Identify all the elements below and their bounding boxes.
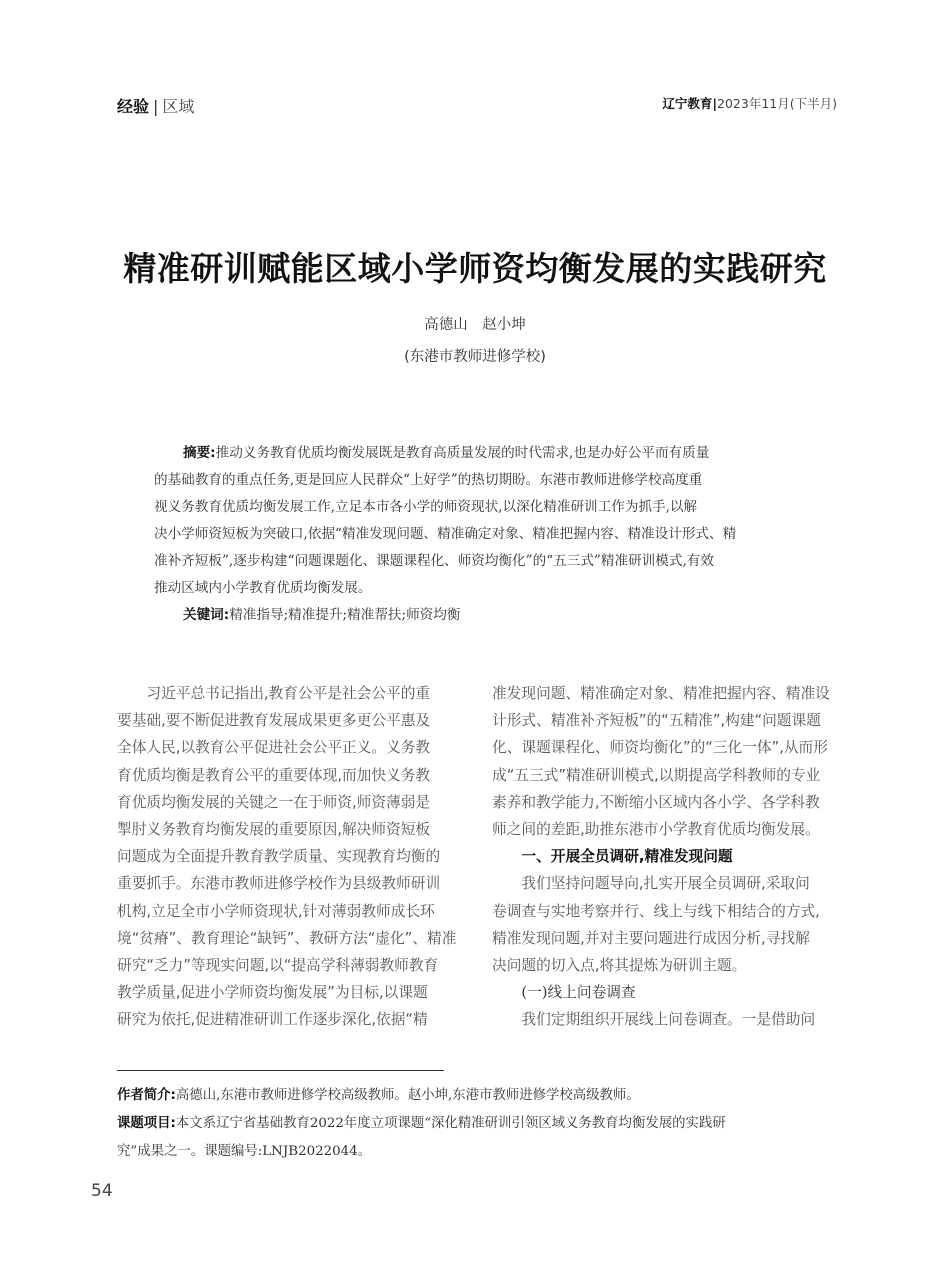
body-line: 精准发现问题,并对主要问题进行成因分析,寻找解 — [492, 929, 810, 947]
abstract-line: 的基础教育的重点任务,更是回应人民群众“上好学”的热切期盼。东港市教师进修学校高度重 — [154, 472, 703, 488]
project-note — [117, 1110, 837, 1138]
body-line: 计形式、精准补齐短板”的“五精准”,构建“问题课题 — [492, 712, 821, 730]
body-line: 准发现问题、精准确定对象、精准把握内容、精准设 — [492, 685, 830, 702]
section-separator: | — [153, 97, 159, 116]
abstract-block — [154, 440, 796, 629]
abstract-line: 准补齐短板”,逐步构建“问题课题化、课题课程化、师资均衡化”的“五三式”精准研训模式,有效 — [154, 553, 714, 569]
section-sub: 区域 — [162, 97, 195, 116]
body-line: 我们定期组织开展线上问卷调查。一是借助问 — [492, 1011, 816, 1029]
body-line: 习近平总书记指出,教育公平是社会公平的重 — [117, 685, 431, 702]
abstract-line: 推动区域内小学教育优质均衡发展。 — [154, 580, 372, 596]
journal-separator: | — [712, 96, 718, 111]
body-line: 研究为依托,促进精准研训工作逐步深化,依据“精 — [117, 1011, 428, 1029]
footnote-divider — [117, 1070, 444, 1071]
journal-name: 辽宁教育 — [662, 96, 713, 111]
body-line: 师之间的差距,助推东港市小学教育优质均衡发展。 — [492, 820, 820, 838]
author-note-text: 高德山,东港市教师进修学校高级教师。赵小坤,东港市教师进修学校高级教师。 — [175, 1088, 640, 1103]
keywords-line — [154, 602, 796, 629]
body-column-left — [117, 680, 460, 1033]
section-label — [117, 94, 194, 117]
body-line: 成“五三式”精准研训模式,以期提高学科教师的专业 — [492, 766, 821, 784]
body-line: 卷调查与实地考察并行、线上与线下相结合的方式, — [492, 902, 820, 920]
project-note-label: 课题项目: — [117, 1116, 176, 1131]
body-line: 素养和教学能力,不断缩小区域内各小学、各学科教 — [492, 793, 820, 811]
journal-info — [662, 94, 837, 112]
journal-issue: 2023年11月(下半月) — [717, 96, 837, 111]
abstract-text: 推动义务教育优质均衡发展既是教育高质量发展的时代需求,也是办好公平而有质量 — [215, 445, 710, 461]
body-line: 机构,立足全市小学师资现状,针对薄弱教师成长环 — [117, 902, 435, 920]
footnotes — [117, 1082, 837, 1166]
section-main: 经验 — [117, 97, 150, 116]
keywords-label: 关键词: — [183, 607, 230, 623]
body-line: 问题成为全面提升教育教学质量、实现教育均衡的 — [117, 848, 441, 866]
article-title: 精准研训赋能区域小学师资均衡发展的实践研究 — [123, 249, 827, 288]
abstract-label: 摘要: — [183, 445, 216, 461]
body-line: 要基础,要不断促进教育发展成果更多更公平惠及 — [117, 712, 431, 730]
body-column-right — [492, 680, 835, 1033]
page-number: 54 — [91, 1181, 113, 1201]
abstract-line: 视义务教育优质均衡发展工作,立足本市各小学的师资现状,以深化精准研训工作为抓手,以解 — [154, 499, 698, 515]
author-note-label: 作者简介: — [117, 1088, 176, 1103]
body-line: 化、课题课程化、师资均衡化”的“三化一体”,从而形 — [492, 739, 828, 757]
body-line: 重要抓手。东港市教师进修学校作为县级教师研训 — [117, 875, 441, 893]
abstract-line: 决小学师资短板为突破口,依据“精准发现问题、精准确定对象、精准把握内容、精准设计形式、精 — [154, 526, 737, 542]
body-line: 育优质均衡是教育公平的重要体现,而加快义务教 — [117, 766, 431, 784]
body-line: 境“贫瘠”、教育理论“缺钙”、教研方法“虚化”、精准 — [117, 929, 457, 947]
article-authors: 高德山 赵小坤 — [424, 317, 526, 333]
keywords-text: 精准指导;精准提升;精准帮扶;师资均衡 — [229, 607, 461, 623]
body-line: 决问题的切入点,将其提炼为研训主题。 — [492, 956, 747, 974]
body-line: 我们坚持问题导向,扎实开展全员调研,采取问 — [492, 875, 810, 893]
body-line: 研究“乏力”等现实问题,以“提高学科薄弱教师教育 — [117, 956, 439, 974]
body-line: 掣肘义务教育均衡发展的重要原因,解决师资短板 — [117, 820, 431, 838]
body-line: 全体人民,以教育公平促进社会公平正义。义务教 — [117, 739, 431, 757]
section-heading: 一、开展全员调研,精准发现问题 — [492, 848, 733, 866]
article-affiliation: (东港市教师进修学校) — [404, 349, 546, 365]
body-line: 育优质均衡发展的关键之一在于师资,师资薄弱是 — [117, 793, 431, 811]
body-line: 教学质量,促进小学师资均衡发展”为目标,以课题 — [117, 984, 428, 1002]
subsection-heading: (一)线上问卷调查 — [492, 984, 636, 1002]
author-note — [117, 1082, 837, 1110]
project-note-cont: 究”成果之一。课题编号:LNJB2022044。 — [117, 1144, 372, 1159]
project-note-text: 本文系辽宁省基础教育2022年度立项课题“深化精准研训引领区域义务教育均衡发展的实践研 — [175, 1116, 726, 1131]
abstract-line — [154, 440, 796, 467]
